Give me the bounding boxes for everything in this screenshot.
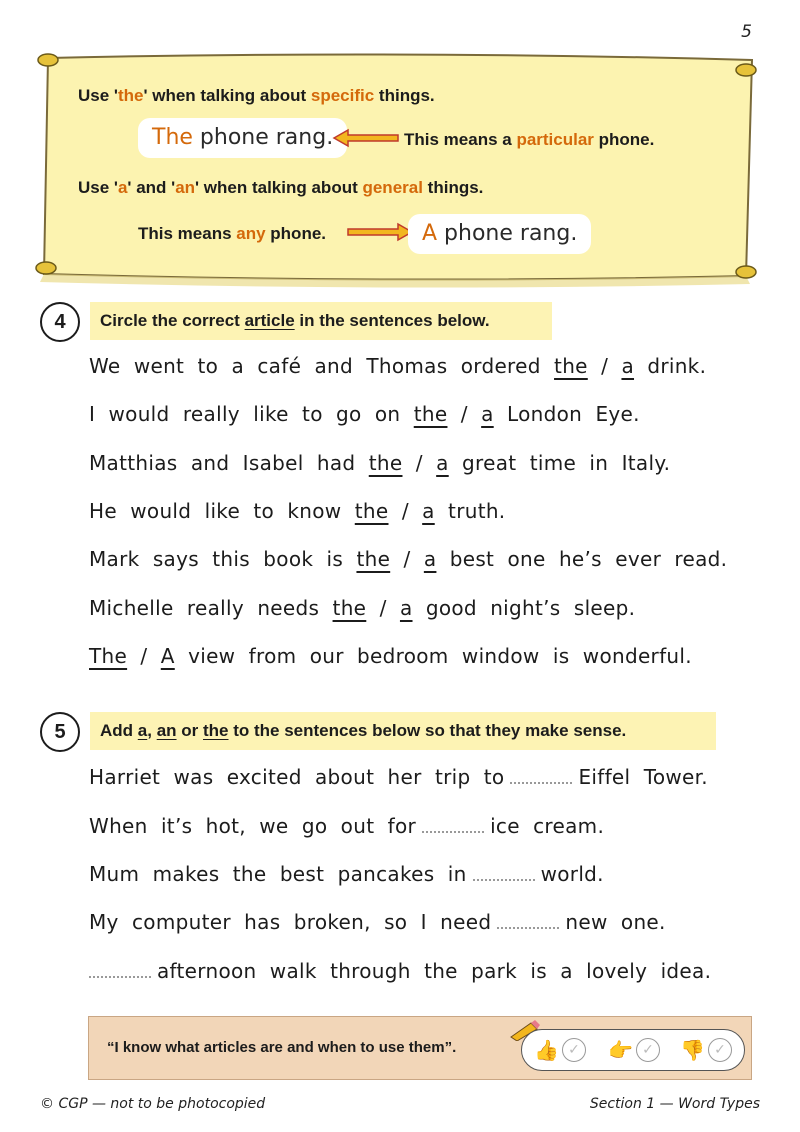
self-assessment-rating xyxy=(521,1029,745,1071)
option-the[interactable]: the xyxy=(368,451,403,475)
q5-sentence: My computer has broken, so I need new one. xyxy=(89,910,666,934)
example2-note: This means any phone. xyxy=(138,224,327,243)
option-a[interactable]: a xyxy=(399,596,413,620)
question-5-number: 5 xyxy=(40,712,80,752)
q4-sentence: Matthias and Isabel had the / a great time in Italy. xyxy=(89,451,671,475)
info-box xyxy=(0,0,800,300)
rating-option-not-yet[interactable]: ✓ xyxy=(708,1038,732,1062)
example1-note: This means a particular phone. xyxy=(404,130,655,149)
question-4-number: 4 xyxy=(40,302,80,342)
answer-blank[interactable] xyxy=(473,867,535,881)
arrow-left-icon xyxy=(332,128,400,148)
option-a[interactable]: a xyxy=(423,547,437,571)
q4-sentence: He would like to know the / a truth. xyxy=(89,499,506,523)
q4-sentence: Mark says this book is the / a best one he’s ever read. xyxy=(89,547,728,571)
option-a[interactable]: a xyxy=(436,451,449,475)
self-assessment-statement: “I know what articles are and when to use them”. xyxy=(107,1039,457,1056)
q5-sentence: Mum makes the best pancakes in world. xyxy=(89,862,604,886)
option-a[interactable]: A xyxy=(160,644,175,668)
thumbs-up-icon: 👍 xyxy=(534,1038,559,1062)
example-a-phone: A phone rang. xyxy=(408,214,591,254)
q5-sentence: Harriet was excited about her trip to Eiffel Tower. xyxy=(89,765,708,789)
answer-blank[interactable] xyxy=(89,964,151,978)
q4-sentence: The / A view from our bedroom window is wonderful. xyxy=(89,644,692,668)
question-4-instruction: Circle the correct article in the sentences below. xyxy=(90,302,552,340)
thumbs-down-icon: 👎 xyxy=(680,1038,705,1062)
option-the[interactable]: the xyxy=(554,354,588,378)
option-the[interactable]: the xyxy=(356,547,391,571)
answer-blank[interactable] xyxy=(510,770,572,784)
rating-option-confident[interactable]: ✓ xyxy=(562,1038,586,1062)
page-number: 5 xyxy=(741,22,752,42)
thumbs-sideways-icon: 👉 xyxy=(608,1038,633,1062)
answer-blank[interactable] xyxy=(422,819,484,833)
option-the[interactable]: the xyxy=(413,402,448,426)
option-a[interactable]: a xyxy=(481,402,494,426)
option-the[interactable]: the xyxy=(354,499,389,523)
q4-sentence: I would really like to go on the / a London Eye. xyxy=(89,402,640,426)
arrow-right-icon xyxy=(346,222,414,242)
question-5-instruction: Add a, an or the to the sentences below so that they make sense. xyxy=(90,712,716,750)
q4-sentence: We went to a café and Thomas ordered the / a drink. xyxy=(89,354,707,378)
rule-the: Use 'the' when talking about specific things. xyxy=(78,86,435,105)
q5-sentence: afternoon walk through the park is a lovely idea. xyxy=(89,959,711,983)
footer-section: Section 1 — Word Types xyxy=(589,1096,760,1112)
example-the-phone: The phone rang. xyxy=(138,118,347,158)
rating-option-unsure[interactable]: ✓ xyxy=(636,1038,660,1062)
footer-copyright: © CGP — not to be photocopied xyxy=(40,1096,266,1112)
option-the[interactable]: The xyxy=(89,644,128,668)
rule-a-an: Use 'a' and 'an' when talking about general things. xyxy=(78,178,484,197)
q4-sentence: Michelle really needs the / a good night’s sleep. xyxy=(89,596,636,620)
q5-sentence: When it’s hot, we go out for ice cream. xyxy=(89,814,605,838)
option-a[interactable]: a xyxy=(621,354,635,378)
self-assessment-panel xyxy=(88,1016,752,1080)
answer-blank[interactable] xyxy=(497,915,559,929)
option-the[interactable]: the xyxy=(332,596,367,620)
option-a[interactable]: a xyxy=(422,499,435,523)
